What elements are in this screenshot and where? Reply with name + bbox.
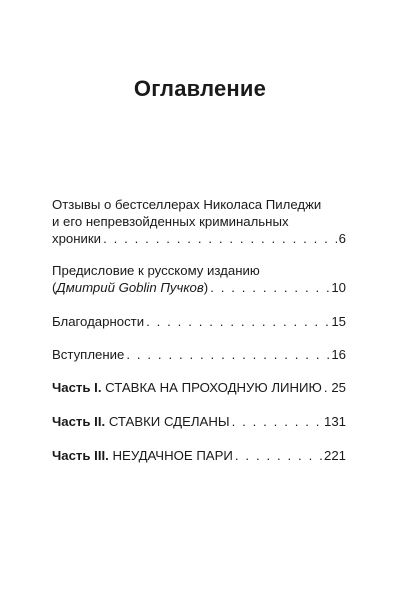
toc-entry-last-line bbox=[52, 230, 346, 247]
dot-leader bbox=[324, 379, 329, 396]
toc-entry-text-line: Предисловие к русскому изданию bbox=[52, 263, 260, 278]
toc-entry-last-line bbox=[52, 413, 346, 430]
dot-leader bbox=[232, 413, 322, 430]
toc-entry-text: Благодарности bbox=[52, 314, 145, 329]
toc-entry-acknowledgements[interactable] bbox=[52, 313, 346, 330]
paren-close: ) bbox=[203, 280, 209, 295]
dot-leader bbox=[126, 346, 329, 363]
toc-entry-reviews[interactable] bbox=[52, 196, 346, 247]
toc-entry-foreword[interactable] bbox=[52, 262, 346, 296]
page-number: 131 bbox=[323, 414, 346, 429]
toc-entry-text-line: Отзывы о бестселлерах Николаса Пиледжи bbox=[52, 197, 322, 212]
part-label: Часть II. bbox=[52, 414, 106, 429]
toc-entry-introduction[interactable] bbox=[52, 346, 346, 363]
page-number: 15 bbox=[331, 314, 346, 329]
toc-entry-last-line bbox=[52, 447, 346, 464]
part-label: Часть III. bbox=[52, 448, 109, 463]
page-number: 16 bbox=[331, 347, 346, 362]
page-number: 10 bbox=[331, 280, 346, 295]
dot-leader bbox=[210, 279, 329, 296]
page-number: 6 bbox=[338, 231, 346, 246]
dot-leader bbox=[146, 313, 329, 330]
toc-entry-text bbox=[52, 447, 233, 464]
toc-entry-part-3[interactable] bbox=[52, 447, 346, 464]
toc-entry-text: хроники bbox=[52, 231, 102, 246]
toc-entry-text: Вступление bbox=[52, 347, 125, 362]
toc-entry-last-line bbox=[52, 379, 346, 396]
dot-leader bbox=[103, 230, 337, 247]
page-number: 25 bbox=[331, 380, 346, 395]
foreword-author: Дмитрий Goblin Пучков bbox=[56, 280, 204, 295]
part-title: СТАВКИ СДЕЛАНЫ bbox=[108, 414, 230, 429]
part-title: СТАВКА НА ПРОХОДНУЮ ЛИНИЮ bbox=[105, 380, 322, 395]
paren-open: ( bbox=[52, 280, 57, 295]
toc-entry-part-1[interactable] bbox=[52, 379, 346, 396]
page-number: 221 bbox=[323, 448, 346, 463]
toc-entry-part-2[interactable] bbox=[52, 413, 346, 430]
table-of-contents bbox=[52, 196, 346, 464]
toc-entry-text-line: и его непревзойденных криминальных bbox=[52, 214, 289, 229]
toc-entry-text bbox=[52, 379, 322, 396]
part-label: Часть I. bbox=[52, 380, 102, 395]
toc-entry-text bbox=[52, 413, 230, 430]
toc-entry-last-line bbox=[52, 346, 346, 363]
part-title: НЕУДАЧНОЕ ПАРИ bbox=[112, 448, 233, 463]
page-title: Оглавление bbox=[133, 76, 267, 101]
dot-leader bbox=[235, 447, 322, 464]
toc-entry-last-line bbox=[52, 279, 346, 296]
toc-entry-text bbox=[52, 279, 208, 296]
toc-entry-last-line bbox=[52, 313, 346, 330]
